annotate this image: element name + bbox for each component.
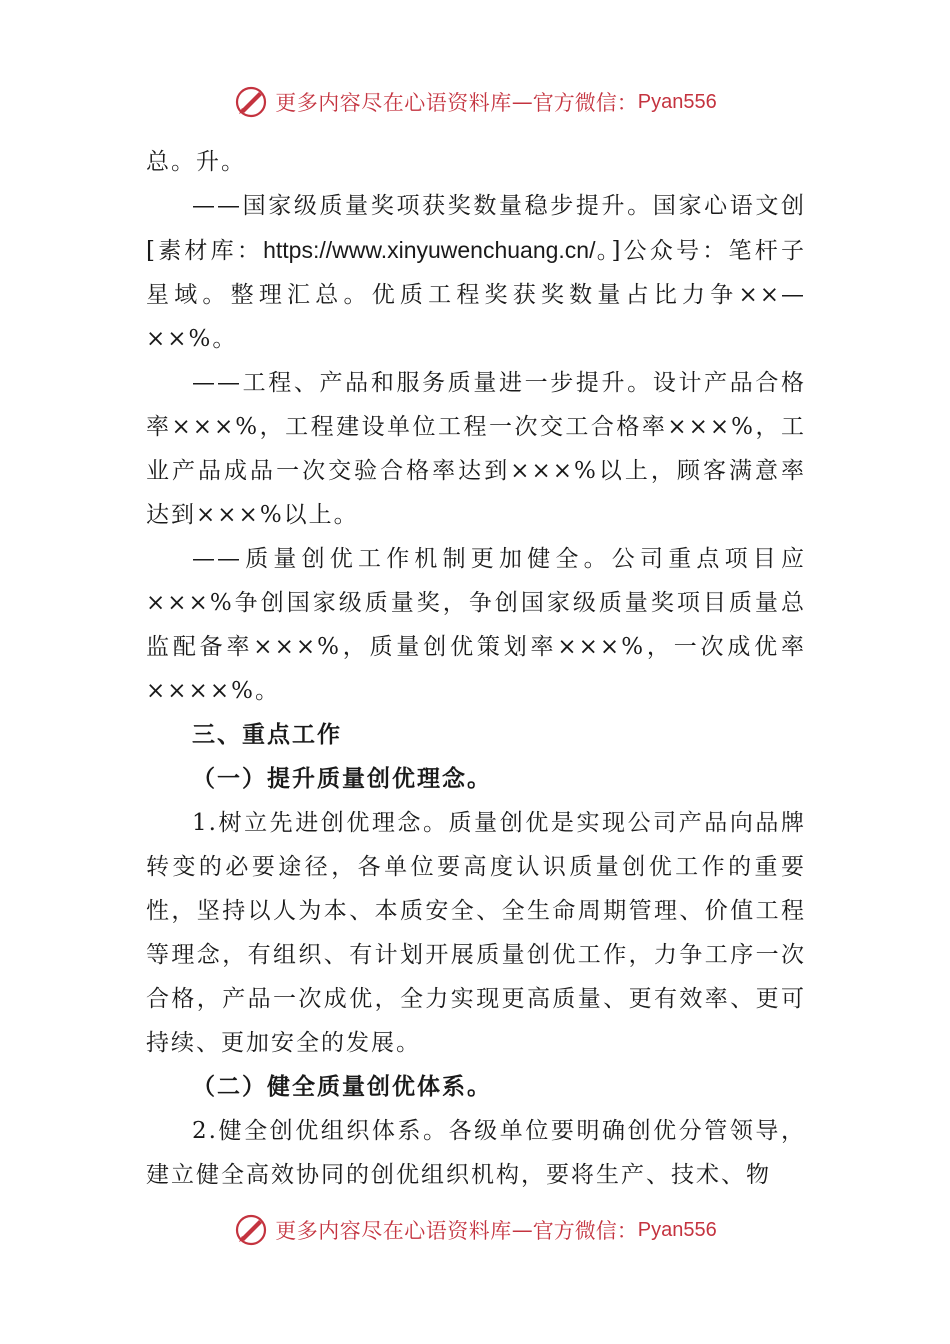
section-heading: 三、重点工作 [192,722,342,748]
paragraph-mechanism: ——质量创优工作机制更加健全。公司重点项目应×××%争创国家级质量奖，争创国家级质量奖项目质量总监配备率×××%，质量创优策划率×××%，一次成优率××××%。 [146,546,806,704]
paragraph-fragment: 总。升。 [146,149,246,175]
banner-wechat-id: Pyan556 [637,90,717,113]
banner-wechat-label: 官方微信： [532,91,638,115]
footer-banner [0,1210,950,1250]
paragraph-item-2: 2.健全创优组织体系。各级单位要明确创优分管领导，建立健全高效协同的创优组织机构，要将生产、技术、物 [146,1118,806,1188]
document-body [146,140,806,1197]
website-link[interactable]: https://www.xinyuwenchuang.cn/ [263,237,596,263]
banner-wechat-id: Pyan556 [637,1218,717,1241]
subsection-heading-1: （一）提升质量创优理念。 [192,766,492,792]
paragraph-quality-rates: ——工程、产品和服务质量进一步提升。设计产品合格率×××%，工程建设单位工程一次交工合格率×××%，工业产品成品一次交验合格率达到×××%以上，顾客满意率达到×××%以上。 [146,370,806,528]
banner-text: 更多内容尽在心语资料库 [275,1219,512,1243]
subsection-heading-2: （二）健全质量创优体系。 [192,1074,492,1100]
paragraph-text: ——国家级质量奖项获奖数量稳步提升。国家心语文创[素材库： [146,193,806,264]
paragraph-text: 。]公众号：笔杆子星域。整理汇总。优质工程奖获奖数量占比力争××—××%。 [146,238,806,352]
banner-wechat-label: 官方微信： [532,1219,638,1243]
pen-logo-icon [233,84,269,120]
banner-text: 更多内容尽在心语资料库 [275,91,512,115]
header-banner [0,82,950,122]
paragraph-award-count [146,184,806,361]
paragraph-item-1: 1.树立先进创优理念。质量创优是实现公司产品向品牌转变的必要途径，各单位要高度认识质量创优工作的重要性，坚持以人为本、本质安全、全生命周期管理、价值工程等理念，有组织、有计划开展质量创优工作，力争工序一次合格，产品一次成优，全力实现更高质量、更有效率、更可持续、更加安全的发展。 [146,810,806,1056]
banner-separator: — [511,90,533,114]
banner-separator: — [511,1218,533,1242]
pen-logo-icon [233,1212,269,1248]
